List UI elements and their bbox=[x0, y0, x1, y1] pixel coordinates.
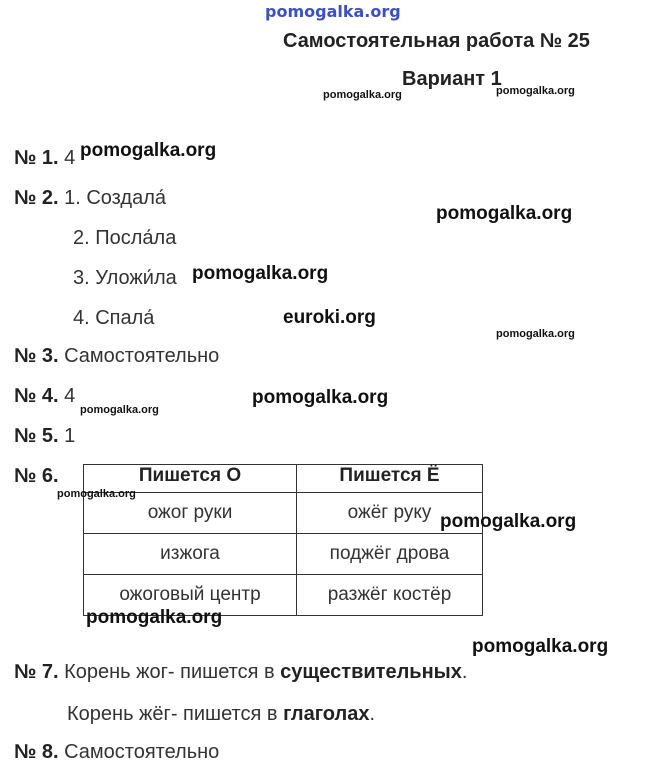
watermark: pomogalka.org bbox=[192, 263, 329, 284]
watermark: pomogalka.org bbox=[86, 607, 223, 628]
task-answer: 1 bbox=[64, 425, 76, 447]
task-item: 1. Создала́ bbox=[64, 187, 166, 209]
watermark: pomogalka.org bbox=[57, 488, 136, 500]
table-header-row bbox=[84, 465, 483, 493]
task-2 bbox=[14, 187, 166, 210]
task-item: 4. Спала́ bbox=[73, 307, 155, 329]
task-number: № 5. bbox=[14, 425, 59, 447]
task-text: Корень жог- пишется в bbox=[64, 661, 275, 683]
table-cell: ожог руки bbox=[84, 493, 297, 534]
task-emphasis: глаголах bbox=[283, 703, 370, 725]
watermark: pomogalka.org bbox=[252, 387, 389, 408]
answer-table bbox=[83, 464, 483, 616]
task-4 bbox=[14, 385, 75, 408]
watermark: pomogalka.org bbox=[472, 636, 609, 657]
task-number: № 7. bbox=[14, 661, 59, 683]
task-7-line-2 bbox=[67, 703, 375, 726]
table-cell: поджёг дрова bbox=[297, 534, 483, 575]
period: . bbox=[369, 703, 376, 725]
task-number: № 6. bbox=[14, 465, 59, 487]
task-number: № 8. bbox=[14, 741, 59, 763]
task-emphasis: существительных bbox=[280, 661, 462, 683]
task-item: 2. Посла́ла bbox=[73, 227, 177, 249]
watermark-top: pomogalka.org bbox=[265, 2, 401, 21]
watermark: pomogalka.org bbox=[440, 511, 577, 532]
table-cell: ожёг руку bbox=[297, 493, 483, 534]
table-row bbox=[84, 534, 483, 575]
table-cell: ожоговый центр bbox=[84, 575, 297, 616]
table-row bbox=[84, 493, 483, 534]
table-cell: разжёг костёр bbox=[297, 575, 483, 616]
task-answer: 4 bbox=[64, 385, 76, 407]
watermark: pomogalka.org bbox=[436, 203, 573, 224]
task-answer: Самостоятельно bbox=[64, 741, 220, 763]
task-answer: Самостоятельно bbox=[64, 345, 220, 367]
watermark: euroki.org bbox=[283, 307, 376, 328]
watermark: pomogalka.org bbox=[496, 328, 575, 340]
table-header: Пишется О bbox=[84, 465, 297, 493]
task-3 bbox=[14, 345, 219, 368]
table-cell: изжога bbox=[84, 534, 297, 575]
task-number: № 1. bbox=[14, 147, 59, 169]
watermark: pomogalka.org bbox=[323, 89, 402, 101]
watermark: pomogalka.org bbox=[496, 85, 575, 97]
task-number: № 2. bbox=[14, 187, 59, 209]
task-number: № 4. bbox=[14, 385, 59, 407]
task-item: 3. Уложи́ла bbox=[73, 267, 177, 289]
period: . bbox=[461, 661, 468, 683]
task-7-line-1 bbox=[14, 661, 467, 684]
task-5 bbox=[14, 425, 75, 448]
task-answer: 4 bbox=[64, 147, 76, 169]
watermark: pomogalka.org bbox=[80, 404, 159, 416]
page-title: Самостоятельная работа № 25 bbox=[283, 30, 590, 52]
watermark: pomogalka.org bbox=[80, 140, 217, 161]
task-1 bbox=[14, 147, 75, 170]
task-8 bbox=[14, 741, 219, 764]
task-number: № 3. bbox=[14, 345, 59, 367]
task-text: Корень жёг- пишется в bbox=[67, 703, 278, 725]
table-header: Пишется Ё bbox=[297, 465, 483, 493]
variant-title: Вариант 1 bbox=[402, 68, 502, 90]
